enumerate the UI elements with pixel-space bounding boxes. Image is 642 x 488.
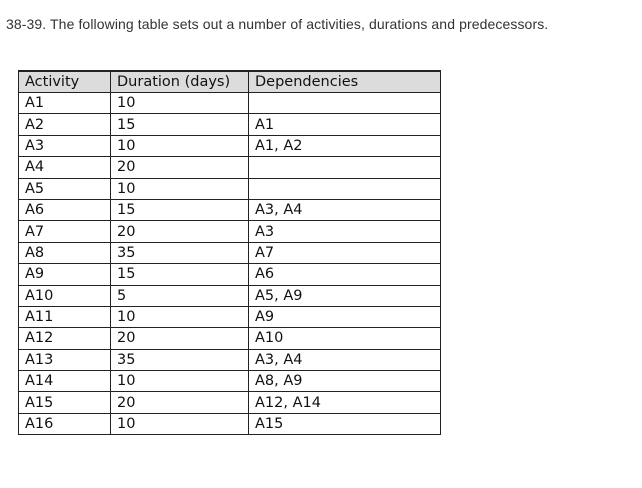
duration-cell: 10 (111, 306, 249, 327)
activity-cell: A14 (19, 371, 111, 392)
duration-cell: 10 (111, 178, 249, 199)
table-row (19, 349, 441, 370)
table-row (19, 114, 441, 135)
duration-cell: 5 (111, 285, 249, 306)
duration-cell: 35 (111, 349, 249, 370)
activity-table (18, 70, 441, 435)
activity-cell: A12 (19, 328, 111, 349)
table-row (19, 371, 441, 392)
table-row (19, 328, 441, 349)
activity-cell: A13 (19, 349, 111, 370)
activity-cell: A15 (19, 392, 111, 413)
header-row (19, 71, 441, 93)
activity-cell: A9 (19, 264, 111, 285)
dependencies-cell: A7 (249, 242, 441, 263)
dependencies-cell: A3 (249, 221, 441, 242)
duration-cell: 20 (111, 392, 249, 413)
dependencies-cell: A3, A4 (249, 349, 441, 370)
duration-cell: 10 (111, 135, 249, 156)
table-row (19, 242, 441, 263)
table-row (19, 264, 441, 285)
activity-cell: A2 (19, 114, 111, 135)
activity-cell: A4 (19, 157, 111, 178)
header-activity: Activity (19, 71, 111, 93)
dependencies-cell (249, 178, 441, 199)
activity-cell: A7 (19, 221, 111, 242)
activity-cell: A1 (19, 93, 111, 114)
dependencies-cell (249, 157, 441, 178)
table-row (19, 157, 441, 178)
duration-cell: 10 (111, 371, 249, 392)
dependencies-cell: A10 (249, 328, 441, 349)
duration-cell: 15 (111, 264, 249, 285)
duration-cell: 20 (111, 328, 249, 349)
table-row (19, 285, 441, 306)
dependencies-cell: A1, A2 (249, 135, 441, 156)
activity-cell: A10 (19, 285, 111, 306)
duration-cell: 10 (111, 93, 249, 114)
dependencies-cell: A8, A9 (249, 371, 441, 392)
table-row (19, 221, 441, 242)
activity-cell: A6 (19, 199, 111, 220)
table-row (19, 135, 441, 156)
header-duration: Duration (days) (111, 71, 249, 93)
table-row (19, 306, 441, 327)
activity-cell: A5 (19, 178, 111, 199)
table-body (19, 93, 441, 435)
header-dependencies: Dependencies (249, 71, 441, 93)
duration-cell: 20 (111, 157, 249, 178)
dependencies-cell: A3, A4 (249, 199, 441, 220)
table-header (19, 71, 441, 93)
activity-cell: A11 (19, 306, 111, 327)
duration-cell: 15 (111, 114, 249, 135)
table-row (19, 199, 441, 220)
duration-cell: 15 (111, 199, 249, 220)
duration-cell: 20 (111, 221, 249, 242)
dependencies-cell: A12, A14 (249, 392, 441, 413)
table-row (19, 178, 441, 199)
dependencies-cell: A6 (249, 264, 441, 285)
dependencies-cell: A1 (249, 114, 441, 135)
question-text: 38-39. The following table sets out a number of activities, durations and predecessors. (6, 16, 549, 32)
activity-cell: A3 (19, 135, 111, 156)
table-row (19, 93, 441, 114)
dependencies-cell: A15 (249, 413, 441, 434)
dependencies-cell: A9 (249, 306, 441, 327)
dependencies-cell (249, 93, 441, 114)
duration-cell: 35 (111, 242, 249, 263)
table-row (19, 392, 441, 413)
duration-cell: 10 (111, 413, 249, 434)
activity-cell: A16 (19, 413, 111, 434)
activity-cell: A8 (19, 242, 111, 263)
table-row (19, 413, 441, 434)
dependencies-cell: A5, A9 (249, 285, 441, 306)
